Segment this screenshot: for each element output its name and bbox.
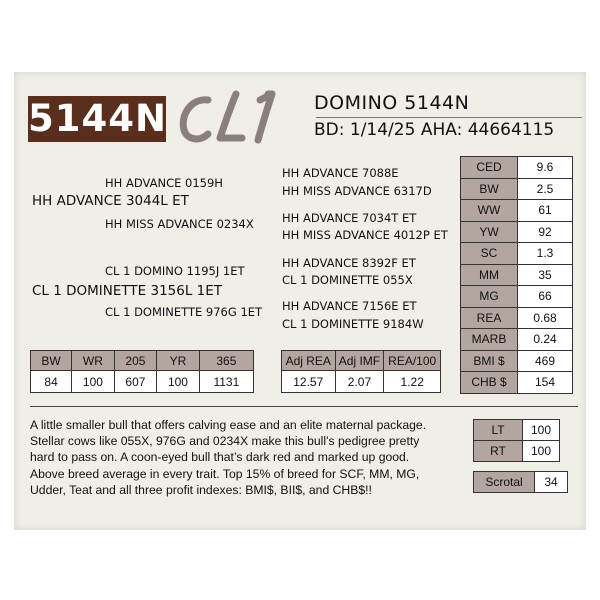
scrotal-label: Scrotal [474, 472, 535, 493]
description [30, 417, 470, 498]
description-line: Udder, Teat and all three profit indexes: BMI$, BII$, and CHB$!! [30, 482, 372, 497]
weights-header-bw: BW [31, 351, 72, 371]
weights-header-365: 365 [199, 351, 253, 371]
carcass-header-adj-imf: Adj IMF [335, 351, 384, 371]
bull-name: DOMINO 5144N [314, 92, 470, 114]
bull-info: BD: 1/14/25 AHA: 44664115 [314, 120, 555, 140]
epd-value: 2.5 [518, 178, 573, 200]
ratio-value-lt: 100 [523, 420, 560, 441]
epd-value: 61 [518, 200, 573, 222]
epd-label: CED [461, 157, 518, 179]
epd-row [461, 221, 573, 243]
pedigree-dam-dam: CL 1 DOMINETTE 976G 1ET [105, 305, 263, 319]
ratio-value-rt: 100 [523, 441, 560, 462]
pedigree-dam-sire: CL 1 DOMINO 1195J 1ET [105, 264, 245, 278]
epd-label: WW [461, 200, 518, 222]
weights-value-365: 1131 [199, 371, 253, 393]
weights-header-wr: WR [72, 351, 115, 371]
pedigree-ddd: CL 1 DOMINETTE 9184W [282, 317, 424, 331]
carcass-value-rea-100: 1.22 [384, 371, 441, 393]
weights-table [30, 350, 254, 393]
pedigree-sss: HH ADVANCE 7088E [282, 166, 399, 180]
weights-value-bw: 84 [31, 371, 72, 393]
pedigree-sdd: HH MISS ADVANCE 4012P ET [282, 228, 448, 242]
ratio-table [473, 419, 560, 462]
epd-row [461, 350, 573, 372]
carcass-value-adj-imf: 2.07 [335, 371, 384, 393]
epd-value: 154 [518, 372, 573, 394]
epd-row [461, 329, 573, 351]
carcass-value-adj-rea: 12.57 [282, 371, 336, 393]
ratio-label-rt: RT [474, 441, 523, 462]
weights-value-wr: 100 [72, 371, 115, 393]
cl1-brand-logo [172, 86, 292, 146]
epd-value: 92 [518, 221, 573, 243]
epd-label: YW [461, 221, 518, 243]
epd-label: BW [461, 178, 518, 200]
scrotal-table [473, 471, 568, 493]
epd-row [461, 372, 573, 394]
epd-label: MARB [461, 329, 518, 351]
carcass-header-adj-rea: Adj REA [282, 351, 336, 371]
description-line: Above breed average in every trait. Top 15% of breed for SCF, MM, MG, [30, 466, 420, 481]
description-line: Stellar cows like 055X, 976G and 0234X make this bull’s pedigree pretty [30, 434, 420, 449]
lot-number: 5144N [28, 97, 167, 140]
carcass-header-rea-100: REA/100 [384, 351, 441, 371]
epd-row [461, 157, 573, 179]
weights-value-205: 607 [114, 371, 157, 393]
epd-row [461, 243, 573, 265]
pedigree-dsd: CL 1 DOMINETTE 055X [282, 273, 413, 287]
weights-header-205: 205 [114, 351, 157, 371]
weights-header-yr: YR [157, 351, 200, 371]
epd-row [461, 307, 573, 329]
epd-row [461, 286, 573, 308]
description-line: hard to pass on. A coon-eyed bull that’s dark red and marked up good. [30, 450, 410, 465]
epd-row [461, 178, 573, 200]
epd-value: 35 [518, 264, 573, 286]
pedigree-dds: HH ADVANCE 7156E ET [282, 299, 417, 313]
ratio-label-lt: LT [474, 420, 523, 441]
epd-label: SC [461, 243, 518, 265]
pedigree-dss: HH ADVANCE 8392F ET [282, 256, 416, 270]
pedigree-sds: HH ADVANCE 7034T ET [282, 211, 417, 225]
epd-value: 1.3 [518, 243, 573, 265]
pedigree-sire: HH ADVANCE 3044L ET [32, 193, 189, 209]
section-divider [30, 406, 578, 407]
carcass-table [281, 350, 441, 393]
epd-label: MG [461, 286, 518, 308]
epd-label: REA [461, 307, 518, 329]
epd-value: 469 [518, 350, 573, 372]
pedigree-sire-dam: HH MISS ADVANCE 0234X [105, 217, 254, 231]
description-line: A little smaller bull that offers calving ease and an elite maternal package. [30, 418, 427, 432]
epd-row [461, 200, 573, 222]
pedigree-ssd: HH MISS ADVANCE 6317D [282, 184, 432, 198]
epd-value: 66 [518, 286, 573, 308]
epd-value: 0.68 [518, 307, 573, 329]
epd-row [461, 264, 573, 286]
epd-label: CHB $ [461, 372, 518, 394]
title-divider [316, 117, 582, 118]
epd-value: 9.6 [518, 157, 573, 179]
epd-table [460, 156, 573, 394]
epd-label: BMI $ [461, 350, 518, 372]
pedigree-sire-sire: HH ADVANCE 0159H [105, 176, 223, 190]
epd-value: 0.24 [518, 329, 573, 351]
weights-value-yr: 100 [157, 371, 200, 393]
epd-label: MM [461, 264, 518, 286]
pedigree-dam: CL 1 DOMINETTE 3156L 1ET [32, 283, 223, 299]
scrotal-value: 34 [535, 472, 568, 493]
